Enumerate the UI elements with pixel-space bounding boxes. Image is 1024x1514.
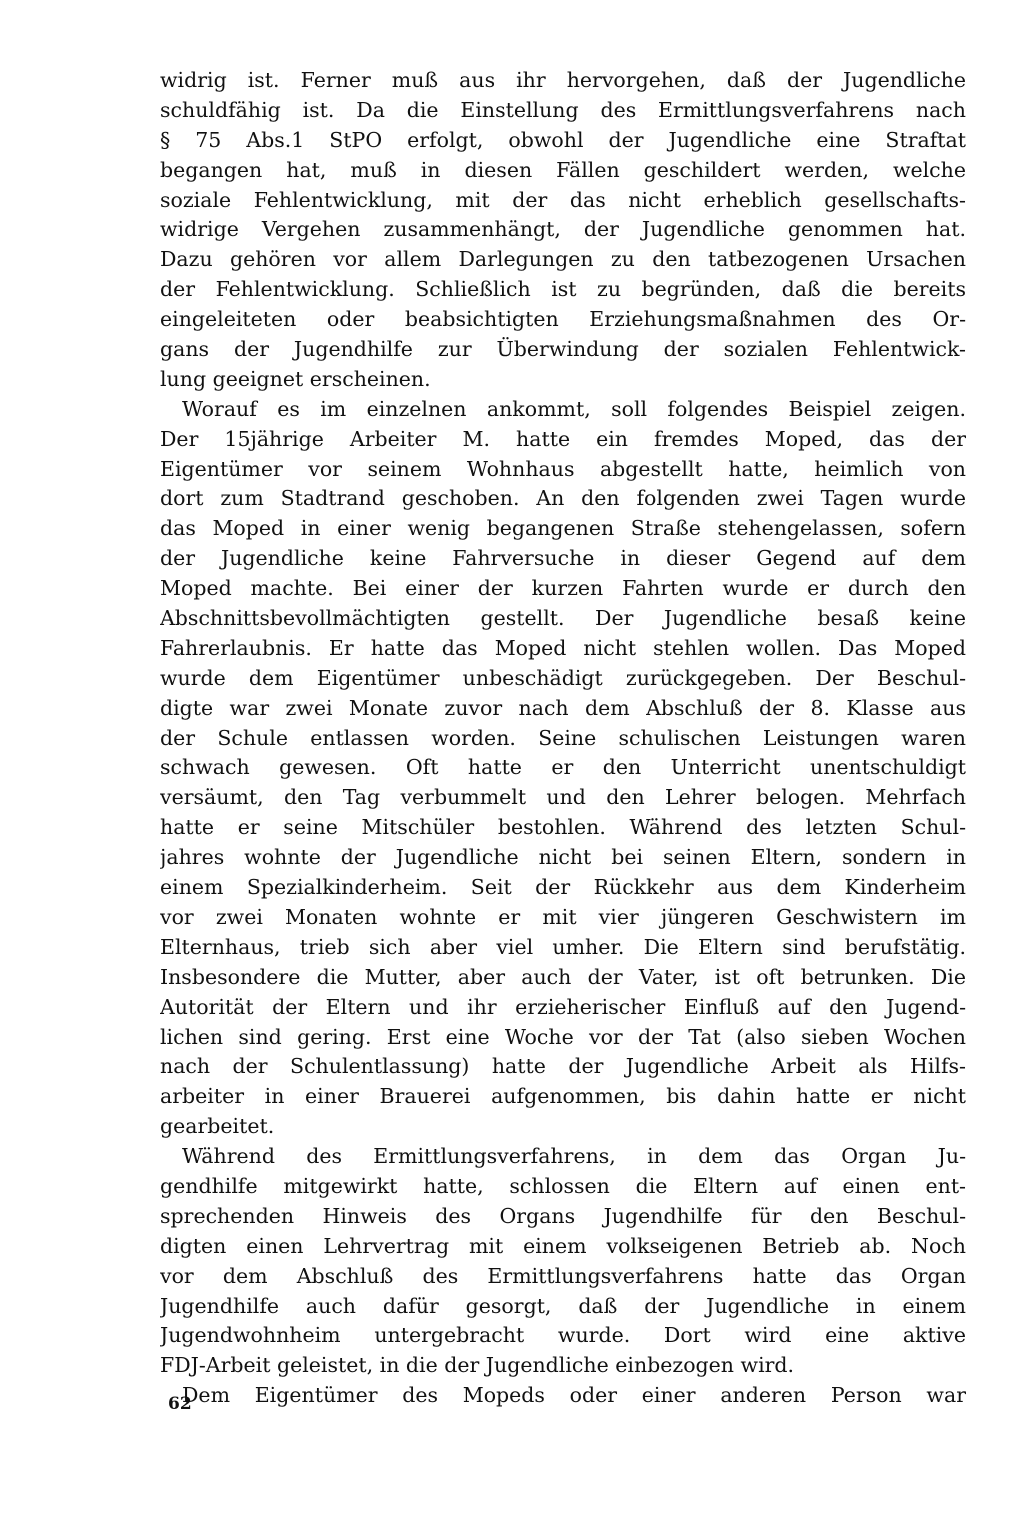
text-line: soziale Fehlentwicklung, mit der das nicht erheblich gesellschafts- bbox=[160, 187, 966, 212]
text-line: lichen sind gering. Erst eine Woche vor der Tat (also sieben Wochen bbox=[160, 1024, 966, 1049]
text-line: lung geeignet erscheinen. bbox=[160, 366, 431, 391]
text-line: Dem Eigentümer des Mopeds oder einer anderen Person war bbox=[182, 1383, 966, 1408]
text-line: Elternhaus, trieb sich aber viel umher. Die Eltern sind berufstätig. bbox=[160, 934, 966, 959]
text-line: schuldfähig ist. Da die Einstellung des Ermittlungsverfahrens nach bbox=[160, 97, 966, 122]
text-line: versäumt, den Tag verbummelt und den Lehrer belogen. Mehrfach bbox=[160, 785, 966, 810]
text-line: widrig ist. Ferner muß aus ihr hervorgehen, daß der Jugendliche bbox=[160, 68, 966, 92]
text-line: Insbesondere die Mutter, aber auch der Vater, ist oft betrunken. Die bbox=[160, 964, 966, 989]
text-line: Abschnittsbevollmächtigten gestellt. Der Jugendliche besaß keine bbox=[160, 606, 966, 631]
text-line: Jugendhilfe auch dafür gesorgt, daß der Jugendliche in einem bbox=[160, 1293, 966, 1318]
text-line: der Jugendliche keine Fahrversuche in dieser Gegend auf dem bbox=[160, 546, 966, 571]
text-line: vor dem Abschluß des Ermittlungsverfahrens hatte das Organ bbox=[160, 1263, 966, 1288]
text-line: jahres wohnte der Jugendliche nicht bei seinen Eltern, sondern in bbox=[160, 845, 966, 870]
text-line: FDJ-Arbeit geleistet, in die der Jugendliche einbezogen wird. bbox=[160, 1353, 795, 1378]
text-line: Worauf es im einzelnen ankommt, soll folgendes Beispiel zeigen. bbox=[182, 396, 966, 421]
text-line: gendhilfe mitgewirkt hatte, schlossen die Eltern auf einen ent- bbox=[160, 1173, 966, 1198]
text-line: einem Spezialkinderheim. Seit der Rückkehr aus dem Kinderheim bbox=[160, 875, 966, 900]
text-line: Moped machte. Bei einer der kurzen Fahrten wurde er durch den bbox=[160, 576, 966, 601]
text-line: § 75 Abs.1 StPO erfolgt, obwohl der Jugendliche eine Straftat bbox=[160, 127, 966, 152]
text-line: gans der Jugendhilfe zur Überwindung der sozialen Fehlentwick- bbox=[160, 337, 966, 362]
text-line: Eigentümer vor seinem Wohnhaus abgestellt hatte, heimlich von bbox=[160, 456, 966, 481]
text-line: Fahrerlaubnis. Er hatte das Moped nicht stehlen wollen. Das Moped bbox=[160, 635, 966, 660]
text-line: wurde dem Eigentümer unbeschädigt zurückgegeben. Der Beschul- bbox=[160, 665, 966, 690]
text-line: Der 15jährige Arbeiter M. hatte ein fremdes Moped, das der bbox=[160, 426, 966, 451]
text-line: digte war zwei Monate zuvor nach dem Abschluß der 8. Klasse aus bbox=[160, 695, 966, 720]
text-line: arbeiter in einer Brauerei aufgenommen, bis dahin hatte er nicht bbox=[160, 1084, 966, 1109]
text-line: der Schule entlassen worden. Seine schulischen Leistungen waren bbox=[160, 725, 966, 750]
text-line: schwach gewesen. Oft hatte er den Unterricht unentschuldigt bbox=[160, 755, 966, 780]
text-line: begangen hat, muß in diesen Fällen geschildert werden, welche bbox=[160, 157, 966, 182]
text-line: Während des Ermittlungsverfahrens, in dem das Organ Ju- bbox=[182, 1144, 966, 1169]
text-line: nach der Schulentlassung) hatte der Jugendliche Arbeit als Hilfs- bbox=[160, 1054, 966, 1079]
text-line: das Moped in einer wenig begangenen Straße stehengelassen, sofern bbox=[160, 516, 966, 541]
text-line: eingeleiteten oder beabsichtigten Erziehungsmaßnahmen des Or- bbox=[160, 307, 966, 332]
text-line: gearbeitet. bbox=[160, 1114, 275, 1139]
body-text bbox=[160, 66, 966, 1411]
text-line: vor zwei Monaten wohnte er mit vier jüngeren Geschwistern im bbox=[160, 904, 966, 929]
text-line: Dazu gehören vor allem Darlegungen zu den tatbezogenen Ursachen bbox=[160, 247, 966, 272]
text-line: hatte er seine Mitschüler bestohlen. Während des letzten Schul- bbox=[160, 815, 966, 840]
text-line: sprechenden Hinweis des Organs Jugendhilfe für den Beschul- bbox=[160, 1203, 966, 1228]
text-line: digten einen Lehrvertrag mit einem volkseigenen Betrieb ab. Noch bbox=[160, 1233, 966, 1258]
text-line: Jugendwohnheim untergebracht wurde. Dort wird eine aktive bbox=[160, 1323, 966, 1348]
text-line: Autorität der Eltern und ihr erzieherischer Einfluß auf den Jugend- bbox=[160, 994, 966, 1019]
page-number: 62 bbox=[168, 1394, 192, 1414]
text-line: der Fehlentwicklung. Schließlich ist zu begründen, daß die bereits bbox=[160, 277, 966, 302]
text-line: widrige Vergehen zusammenhängt, der Jugendliche genommen hat. bbox=[160, 217, 966, 242]
text-line: dort zum Stadtrand geschoben. An den folgenden zwei Tagen wurde bbox=[160, 486, 966, 511]
